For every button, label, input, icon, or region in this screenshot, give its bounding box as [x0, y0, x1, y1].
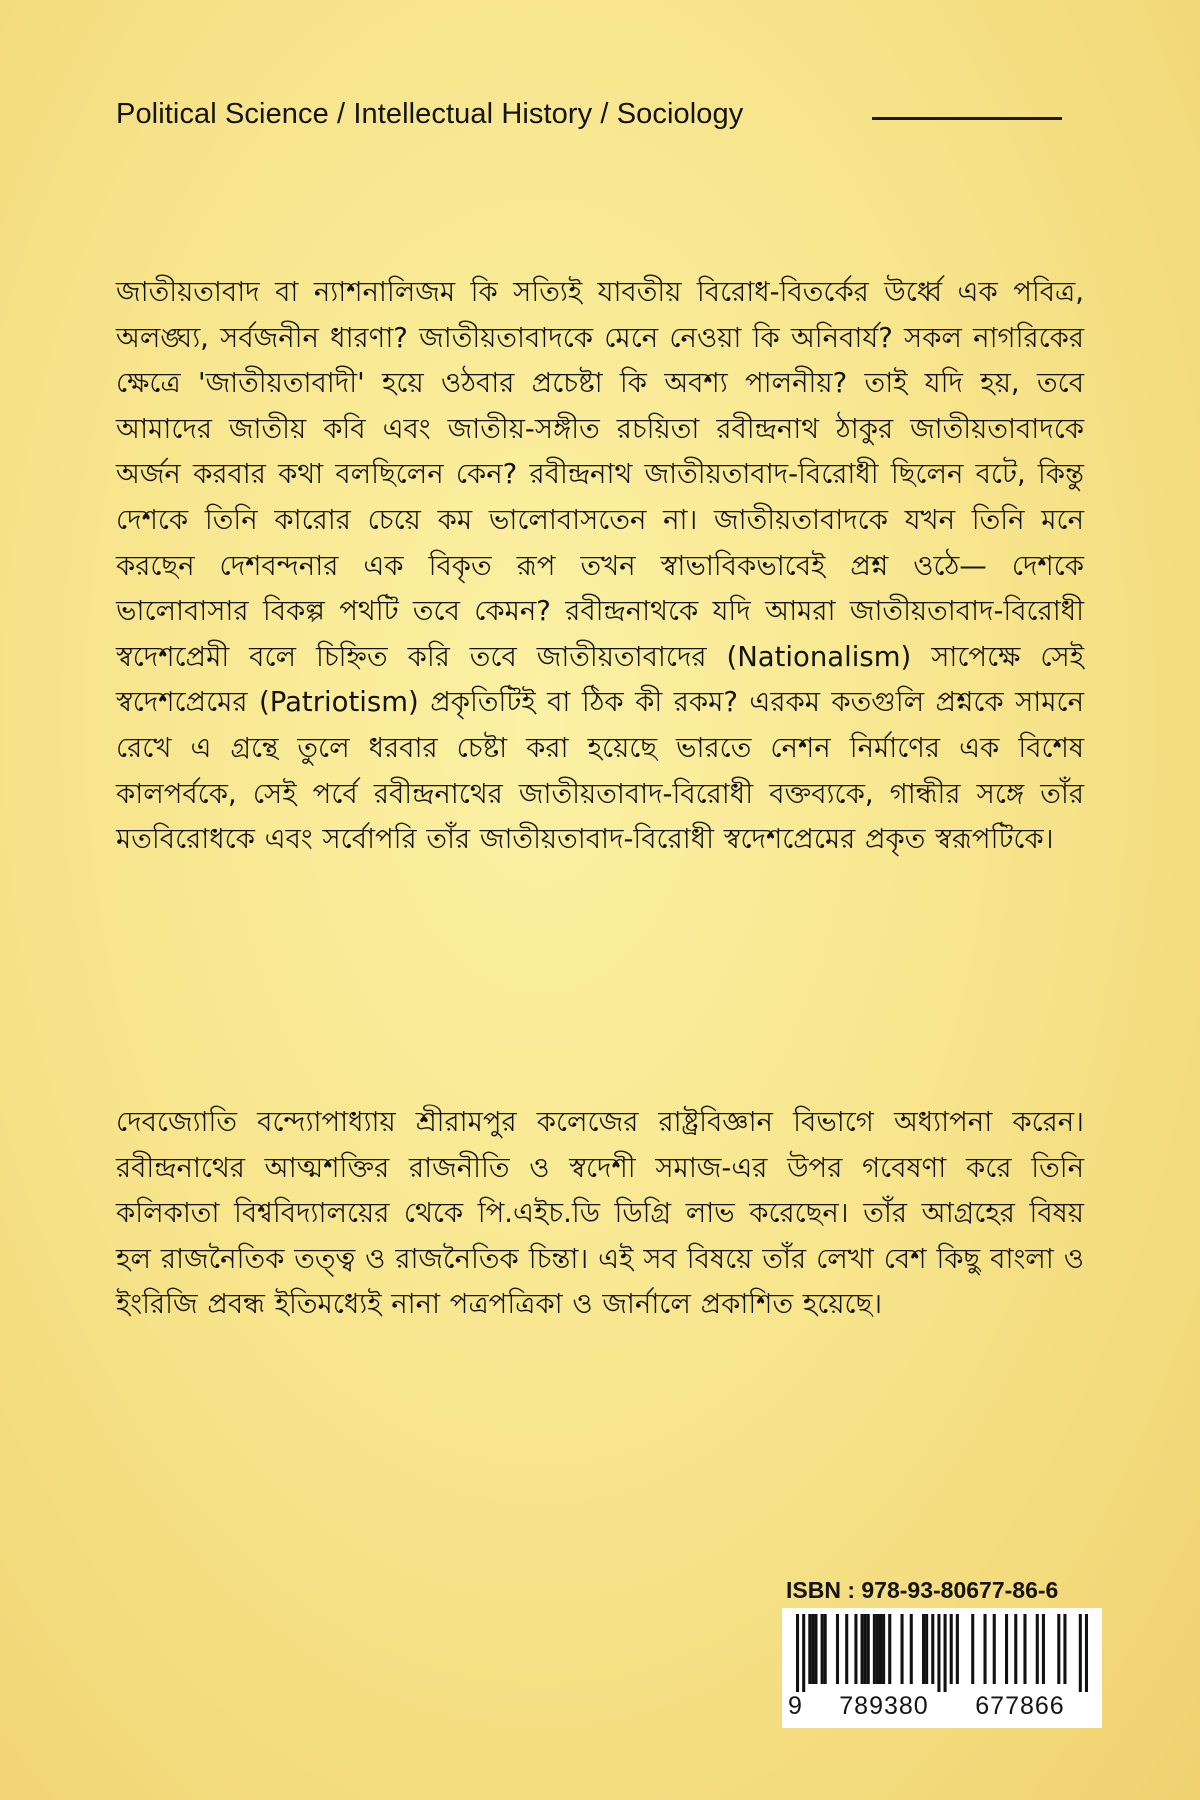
barcode-bar	[950, 1614, 953, 1684]
barcode-bar	[1063, 1614, 1066, 1684]
barcode-bar	[845, 1614, 848, 1684]
barcode-digit-first: 9	[788, 1692, 803, 1720]
barcode-bar	[811, 1614, 814, 1684]
barcode-digits-left: 789380	[839, 1692, 929, 1720]
barcode-guard-bar	[937, 1614, 940, 1692]
barcode-bar	[814, 1614, 817, 1684]
barcode-bar	[1057, 1614, 1060, 1684]
barcode-bar	[971, 1614, 974, 1684]
category-line: Political Science / Intellectual History / Sociology	[116, 98, 744, 130]
barcode-bar	[956, 1614, 959, 1684]
barcode-bar	[854, 1614, 857, 1684]
barcode-bar	[901, 1614, 904, 1684]
barcode-bar	[983, 1614, 986, 1684]
barcode-digits	[788, 1692, 1098, 1721]
barcode-bar	[993, 1614, 996, 1684]
barcode-bar	[1005, 1614, 1008, 1684]
barcode-bar	[925, 1614, 928, 1684]
barcode-bar	[821, 1614, 824, 1684]
barcode-bar	[836, 1614, 839, 1684]
barcode-guard-bar	[1079, 1614, 1082, 1692]
barcode-bar	[808, 1614, 811, 1684]
barcode-guard-bar	[944, 1614, 947, 1692]
isbn-label: ISBN : 978-93-80677-86-6	[786, 1577, 1059, 1603]
barcode-guard-bar	[796, 1614, 799, 1692]
barcode	[782, 1608, 1102, 1728]
barcode-guard-bar	[1085, 1614, 1088, 1692]
barcode-bar	[864, 1614, 867, 1684]
author-bio: দেবজ্যোতি বন্দ্যোপাধ্যায় শ্রীরামপুর কলেজের রাষ্ট্রবিজ্ঞান বিভাগে অধ্যাপনা করেন। রবীন্দ্রনাথের আত্মশক্তির রাজনীতি ও স্বদেশী সমাজ-এর উপর গবেষণা করে তিনি কলিকাতা বিশ্ববিদ্যালয়ের থেকে পি.এইচ.ডি ডিগ্রি লাভ করেছেন। তাঁর আগ্রহের বিষয় হল রাজনৈতিক তত্ত্ব ও রাজনৈতিক চিন্তা। এই সব বিষয়ে তাঁর লেখা বেশ কিছু বাংলা ও ইংরিজি প্রবন্ধ ইতিমধ্যেই নানা পত্রপত্রিকা ও জার্নালে প্রকাশিত হয়েছে।	[116, 1106, 1084, 1321]
barcode-bar	[931, 1614, 934, 1684]
barcode-bar	[910, 1614, 913, 1684]
barcode-bar	[876, 1614, 879, 1684]
barcode-digits-right: 677866	[975, 1692, 1065, 1720]
barcode-bar	[922, 1614, 925, 1684]
barcode-bar	[824, 1614, 827, 1684]
barcode-bar	[879, 1614, 882, 1684]
barcode-guard-bar	[802, 1614, 805, 1692]
book-blurb: জাতীয়তাবাদ বা ন্যাশনালিজম কি সত্যিই যাবতীয় বিরোধ-বিতর্কের উর্ধ্বে এক পবিত্র, অলঙ্ঘ্য, সর্বজনীন ধারণা? জাতীয়তাবাদকে মেনে নেওয়া কি অনিবার্য? সকল নাগরিকের ক্ষেত্রে 'জাতীয়তাবাদী' হয়ে ওঠবার প্রচেষ্টা কি অবশ্য পালনীয়? তাই যদি হয়, তবে আমাদের জাতীয় কবি এবং জাতীয়-সঙ্গীত রচয়িতা রবীন্দ্রনাথ ঠাকুর জাতীয়তাবাদকে অর্জন করবার কথা বলছিলেন কেন? রবীন্দ্রনাথ জাতীয়তাবাদ-বিরোধী ছিলেন বটে, কিন্তু দেশকে তিনি কারোর চেয়ে কম ভালোবাসতেন না। জাতীয়তাবাদকে যখন তিনি মনে করছেন দেশবন্দনার এক বিকৃত রূপ তখন স্বাভাবিকভাবেই প্রশ্ন ওঠে— দেশকে ভালোবাসার বিকল্প পথটি তবে কেমন? রবীন্দ্রনাথকে যদি আমরা জাতীয়তাবাদ-বিরোধী স্বদেশপ্রেমী বলে চিহ্নিত করি তবে জাতীয়তাবাদের (Nationalism) সাপেক্ষে সেই স্বদেশপ্রেমের (Patriotism) প্রকৃতিটিই বা ঠিক কী রকম? এরকম কতগুলি প্রশ্নকে সামনে রেখে এ গ্রন্থে তুলে ধরবার চেষ্টা করা হয়েছে ভারতে নেশন নির্মাণের এক বিশেষ কালপর্বকে, সেই পর্বে রবীন্দ্রনাথের জাতীয়তাবাদ-বিরোধী বক্তব্যকে, গান্ধীর সঙ্গে তাঁর মতবিরোধকে এবং সর্বোপরি তাঁর জাতীয়তাবাদ-বিরোধী স্বদেশপ্রেমের প্রকৃত স্বরূপটিকে।	[116, 276, 1084, 856]
barcode-bar	[882, 1614, 885, 1684]
barcode-bar	[867, 1614, 870, 1684]
barcode-bars	[796, 1614, 1088, 1692]
barcode-bar	[888, 1614, 891, 1684]
barcode-bar	[1014, 1614, 1017, 1684]
barcode-bar	[861, 1614, 864, 1684]
category-rule	[872, 117, 1062, 120]
barcode-bar	[1042, 1614, 1045, 1684]
barcode-bar	[1023, 1614, 1026, 1684]
barcode-bar	[873, 1614, 876, 1684]
barcode-bar	[1036, 1614, 1039, 1684]
